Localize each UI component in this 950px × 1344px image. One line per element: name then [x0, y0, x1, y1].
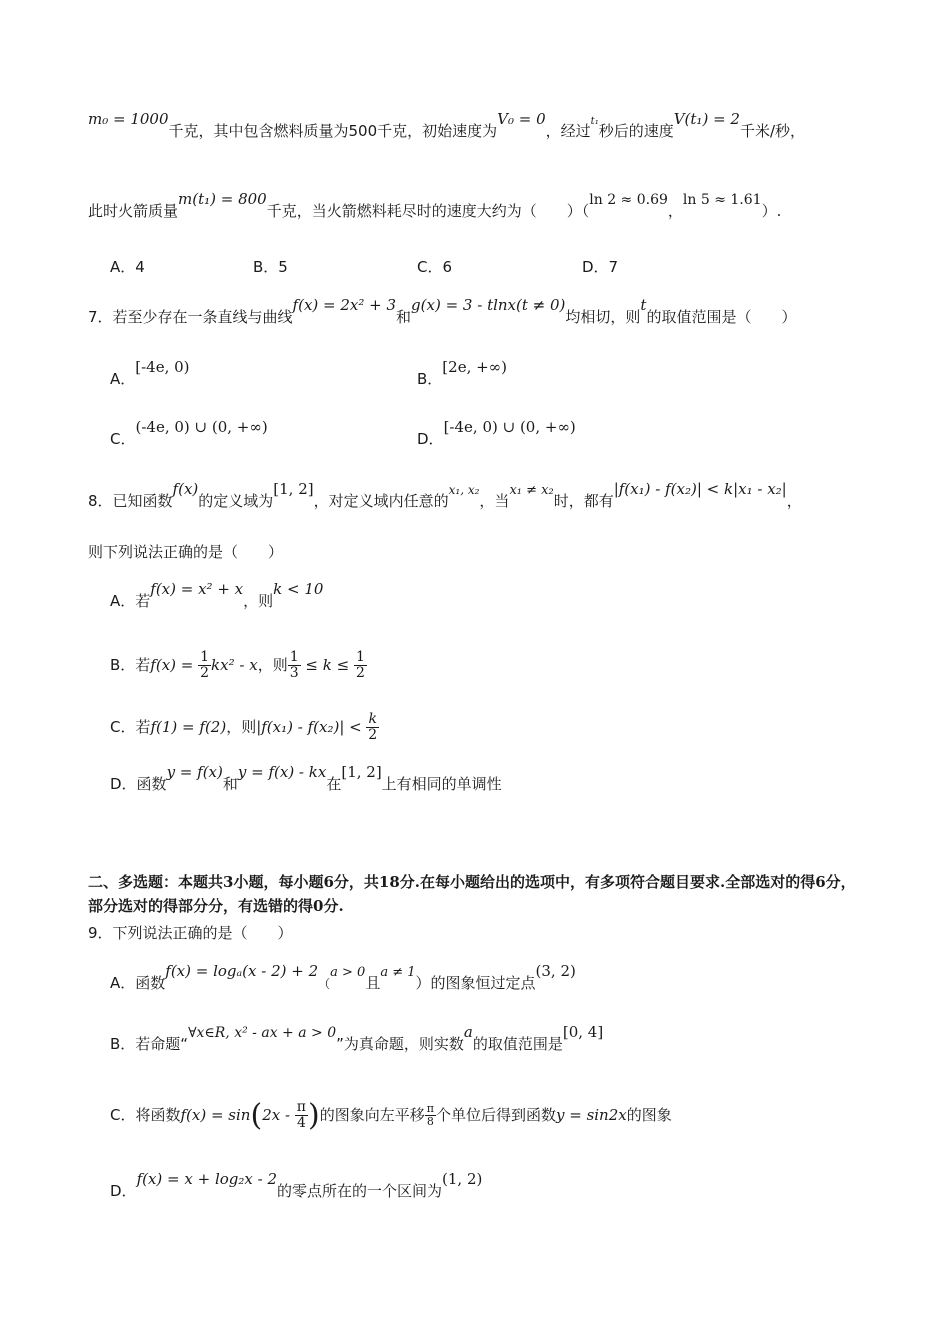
- q8-ineq: |f(x₁) - f(x₂)| < k|x₁ - x₂|: [613, 480, 787, 498]
- q8-option-b: [110, 650, 367, 681]
- q8-option-label: C．若: [110, 718, 151, 736]
- q7-option-c: [110, 418, 268, 449]
- fraction: $\frac{k}{2}$: [368, 711, 378, 743]
- q6-text: ）.: [761, 202, 782, 220]
- q6-option-a: A．4: [110, 258, 145, 276]
- q6-ln2: ln 2 ≈ 0.69: [589, 192, 668, 208]
- q9-text: 的取值范围是: [472, 1035, 563, 1053]
- q9-option-f: f(x) = logₐ(x - 2) + 2: [165, 962, 319, 980]
- q9-option-label: A．函数: [110, 974, 166, 992]
- q8-option-label: B．若: [110, 656, 151, 674]
- q7-text: 和: [396, 308, 412, 326]
- q7-option-value: [-4e, 0): [135, 358, 190, 376]
- q8-option-f: f(x) = x² + x: [150, 580, 244, 598]
- q9-point: (3, 2): [535, 962, 576, 980]
- q9-text: 的零点所在的一个区间为: [277, 1182, 443, 1200]
- q7-stem: [88, 296, 797, 327]
- q6-text: 此时火箭质量: [88, 202, 179, 220]
- q8-text: ，: [786, 492, 802, 510]
- q6-text: ，经过: [545, 122, 591, 140]
- q6-text: 千克，其中包含燃料质量为500千克，初始速度为: [168, 122, 498, 140]
- q9-cond: a > 0: [330, 965, 366, 980]
- q7-option-value: [-4e, 0) ∪ (0, +∞): [443, 418, 576, 436]
- fraction: $\frac{\pi}{8}$: [426, 1102, 434, 1128]
- q9-cond: a ≠ 1: [380, 965, 416, 980]
- q8-text: ，当: [479, 492, 510, 510]
- q8-text: ，对定义域内任意的: [313, 492, 449, 510]
- fraction: $\frac{\pi}{4}$: [296, 1099, 306, 1131]
- q7-t: t: [640, 296, 647, 314]
- q9-option-c: [110, 1098, 672, 1133]
- q9-arg: 2x -: [262, 1106, 295, 1124]
- q8-text: ，则: [243, 592, 274, 610]
- q7-f: f(x) = 2x² + 3: [292, 296, 397, 314]
- q8-domain: [1, 2]: [273, 480, 314, 498]
- q6-text: ，: [667, 202, 683, 220]
- q6-option-c: C．6: [417, 258, 453, 276]
- q7-option-value: (-4e, 0) ∪ (0, +∞): [135, 418, 268, 436]
- q7-text: 7．若至少存在一条直线与曲线: [88, 308, 293, 326]
- q7-text: 均相切，则: [565, 308, 641, 326]
- fraction: $\frac{1}{2}$: [355, 649, 365, 681]
- paren: ): [308, 1098, 320, 1133]
- q7-text: 的取值范围是（ ）: [646, 308, 797, 326]
- q8-option-domain: [1, 2]: [341, 763, 382, 781]
- q9-text: 的图象向左平移: [319, 1106, 425, 1124]
- q8-option-f: f(1) = f(2): [150, 718, 227, 736]
- q8-text: 8．已知函数: [88, 492, 173, 510]
- q8-option-f1: y = f(x): [166, 763, 223, 781]
- q8-text: 和: [222, 775, 238, 793]
- q8-option-f2: y = f(x) - kx: [237, 763, 327, 781]
- q9-option-label: B．若命题“: [110, 1035, 189, 1053]
- q9-text: 且: [365, 974, 381, 992]
- q8-fx: f(x): [172, 480, 199, 498]
- q7-option-label: C．: [110, 430, 136, 448]
- q8-text: ，则: [226, 718, 257, 736]
- q9-interval: (1, 2): [442, 1170, 483, 1188]
- q6-text: 千米/秒，: [739, 122, 806, 140]
- q8-text: 时，都有: [553, 492, 614, 510]
- fraction: $\frac{1}{3}$: [289, 649, 299, 681]
- q8-text: 的定义域为: [198, 492, 274, 510]
- q6-line-2: [88, 190, 782, 221]
- q7-option-label: B．: [417, 370, 443, 388]
- q7-option-b: [417, 358, 508, 389]
- q9-range: [0, 4]: [562, 1023, 604, 1041]
- q8-option-d: [110, 763, 502, 794]
- q8-option-f: f(x) =: [150, 656, 199, 674]
- q8-option-result: |f(x₁) - f(x₂)| <: [256, 718, 367, 736]
- q6-ln5: ln 5 ≈ 1.61: [682, 192, 762, 208]
- q7-g: g(x) = 3 - tlnx(t ≠ 0): [411, 296, 566, 314]
- q9-g: y = sin2x: [555, 1106, 627, 1124]
- q9-text: 的图象: [626, 1106, 672, 1124]
- q6-vt: V(t₁) = 2: [673, 110, 740, 128]
- section-heading: 二、多选题：本题共3小题，每小题6分，共18分.在每小题给出的选项中，有多项符合题目要求.全部选对的得6分，部分选对的得部分分，有选错的得0分.: [88, 873, 856, 915]
- q8-option-c: [110, 712, 379, 743]
- q7-option-label: A．: [110, 370, 136, 388]
- q9-option-label: C．将函数: [110, 1106, 181, 1124]
- q7-option-value: [2e, +∞): [442, 358, 508, 376]
- fraction: $\frac{1}{2}$: [200, 649, 210, 681]
- q8-option-label: D．函数: [110, 775, 167, 793]
- q8-option-a: [110, 580, 324, 611]
- q9-option-a: [110, 962, 576, 993]
- q9-stem: 9．下列说法正确的是（ ）: [88, 924, 293, 942]
- q9-text: 个单位后得到函数: [435, 1106, 556, 1124]
- q6-option-d: D．7: [582, 258, 619, 276]
- q8-option-result: k < 10: [273, 580, 324, 598]
- q6-t1: t₁: [590, 116, 599, 127]
- q6-text: 千克，当火箭燃料耗尽时的速度大约为（ ）（: [266, 202, 590, 220]
- q6-option-b: B．5: [253, 258, 288, 276]
- q9-option-b: [110, 1023, 604, 1054]
- q8-option-label: A．若: [110, 592, 151, 610]
- q8-text: 上有相同的单调性: [381, 775, 502, 793]
- q7-option-label: D．: [417, 430, 444, 448]
- q7-option-a: [110, 358, 190, 389]
- q8-vars: x₁, x₂: [448, 483, 480, 497]
- q6-line-1: [88, 110, 806, 141]
- q6-mt: m(t₁) = 800: [178, 190, 267, 208]
- q9-option-f: f(x) = sin: [180, 1106, 251, 1124]
- q9-a: a: [463, 1023, 473, 1041]
- q7-option-d: [417, 418, 576, 449]
- q9-text: ”为真命题，则实数: [336, 1035, 464, 1053]
- q9-prop: ∀x∈R, x² - ax + a > 0: [188, 1025, 337, 1041]
- q8-text: ，则: [257, 656, 288, 674]
- q8-option-f2: kx² - x: [211, 656, 258, 674]
- paren: (: [250, 1098, 263, 1133]
- q8-text: 在: [326, 775, 342, 793]
- q6-text: 秒后的速度: [598, 122, 674, 140]
- q9-text: ）的图象恒过定点: [415, 974, 536, 992]
- q6-v0: V₀ = 0: [497, 110, 546, 128]
- q8-stem-2: 则下列说法正确的是（ ）: [88, 543, 284, 561]
- q9-text: （: [318, 977, 331, 991]
- q9-option-label: D．: [110, 1182, 137, 1200]
- q8-option-result: ≤ k ≤: [300, 656, 354, 674]
- q9-option-f: f(x) = x + log₂x - 2: [136, 1170, 277, 1188]
- q6-m0: m₀ = 1000: [88, 110, 169, 128]
- q8-cond: x₁ ≠ x₂: [509, 483, 554, 498]
- q8-stem: [88, 480, 802, 511]
- q9-option-d: [110, 1170, 483, 1201]
